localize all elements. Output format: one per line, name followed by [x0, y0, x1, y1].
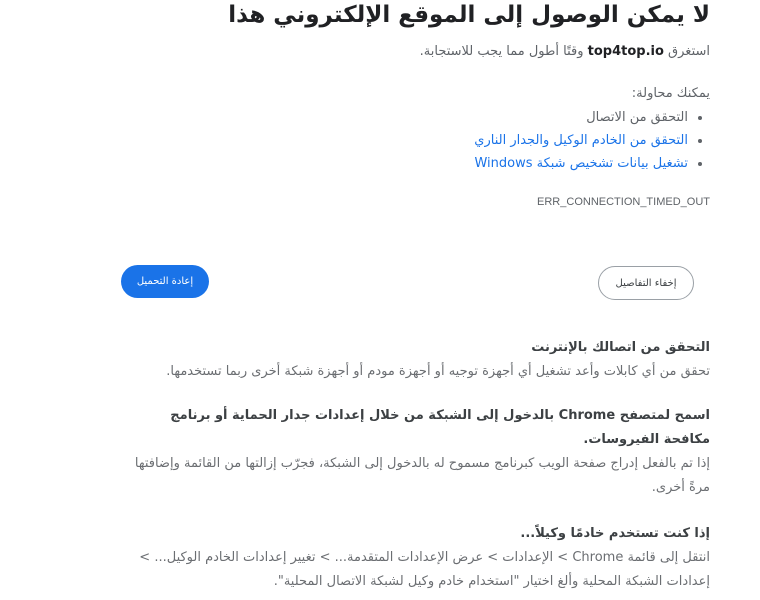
details-heading: إذا كنت تستخدم خادمًا وكيلاً...	[520, 526, 710, 541]
subtitle-prefix: استغرق	[663, 44, 710, 59]
page-title: لا يمكن الوصول إلى الموقع الإلكتروني هذا	[228, 2, 710, 28]
details-section-connection	[120, 336, 710, 384]
reload-button[interactable]: إعادة التحميل	[121, 265, 209, 298]
suggestions-list	[474, 106, 710, 175]
details-heading: التحقق من اتصالك بالإنترنت	[531, 340, 710, 355]
subtitle-suffix: وقتًا أطول مما يجب للاستجابة.	[419, 44, 588, 59]
details-body: إذا تم بالفعل إدراج صفحة الويب كبرنامج مسموح له بالدخول إلى الشبكة، فجرّب إزالتها من القائمة وإضافتها مرةً أخرى.	[134, 456, 710, 495]
suggestion-check-connection	[474, 106, 688, 129]
try-label: يمكنك محاولة:	[631, 86, 710, 101]
details-section-proxy	[120, 522, 710, 594]
details-section-firewall	[120, 404, 710, 500]
suggestion-check-proxy	[474, 129, 688, 152]
check-proxy-link[interactable]: التحقق من الخادم الوكيل والجدار الناري	[474, 133, 688, 148]
hide-details-button[interactable]: إخفاء التفاصيل	[598, 266, 694, 300]
error-code: ERR_CONNECTION_TIMED_OUT	[537, 196, 710, 208]
error-subtitle	[420, 44, 710, 59]
site-domain: top4top.io	[587, 44, 664, 59]
run-diagnostics-link[interactable]: تشغيل بيانات تشخيص شبكة Windows	[474, 156, 688, 171]
suggestion-label: التحقق من الاتصال	[586, 110, 688, 125]
suggestion-run-diagnostics	[474, 152, 688, 175]
details-heading: اسمح لمتصفح Chrome بالدخول إلى الشبكة من خلال إعدادات جدار الحماية أو برنامج مكافحة الفيروسات.	[170, 408, 710, 447]
details-body: انتقل إلى قائمة Chrome > الإعدادات > عرض الإعدادات المتقدمة... > تغيير إعدادات الخادم الوكيل... > إعدادات الشبكة المحلية وألغ اختيار "استخدام خادم وكيل لشبكة الاتصال المحلية".	[139, 550, 710, 589]
details-body: تحقق من أي كابلات وأعد تشغيل أي أجهزة توجيه أو أجهزة مودم أو أجهزة شبكة أخرى ربما تستخدمها.	[166, 364, 710, 379]
